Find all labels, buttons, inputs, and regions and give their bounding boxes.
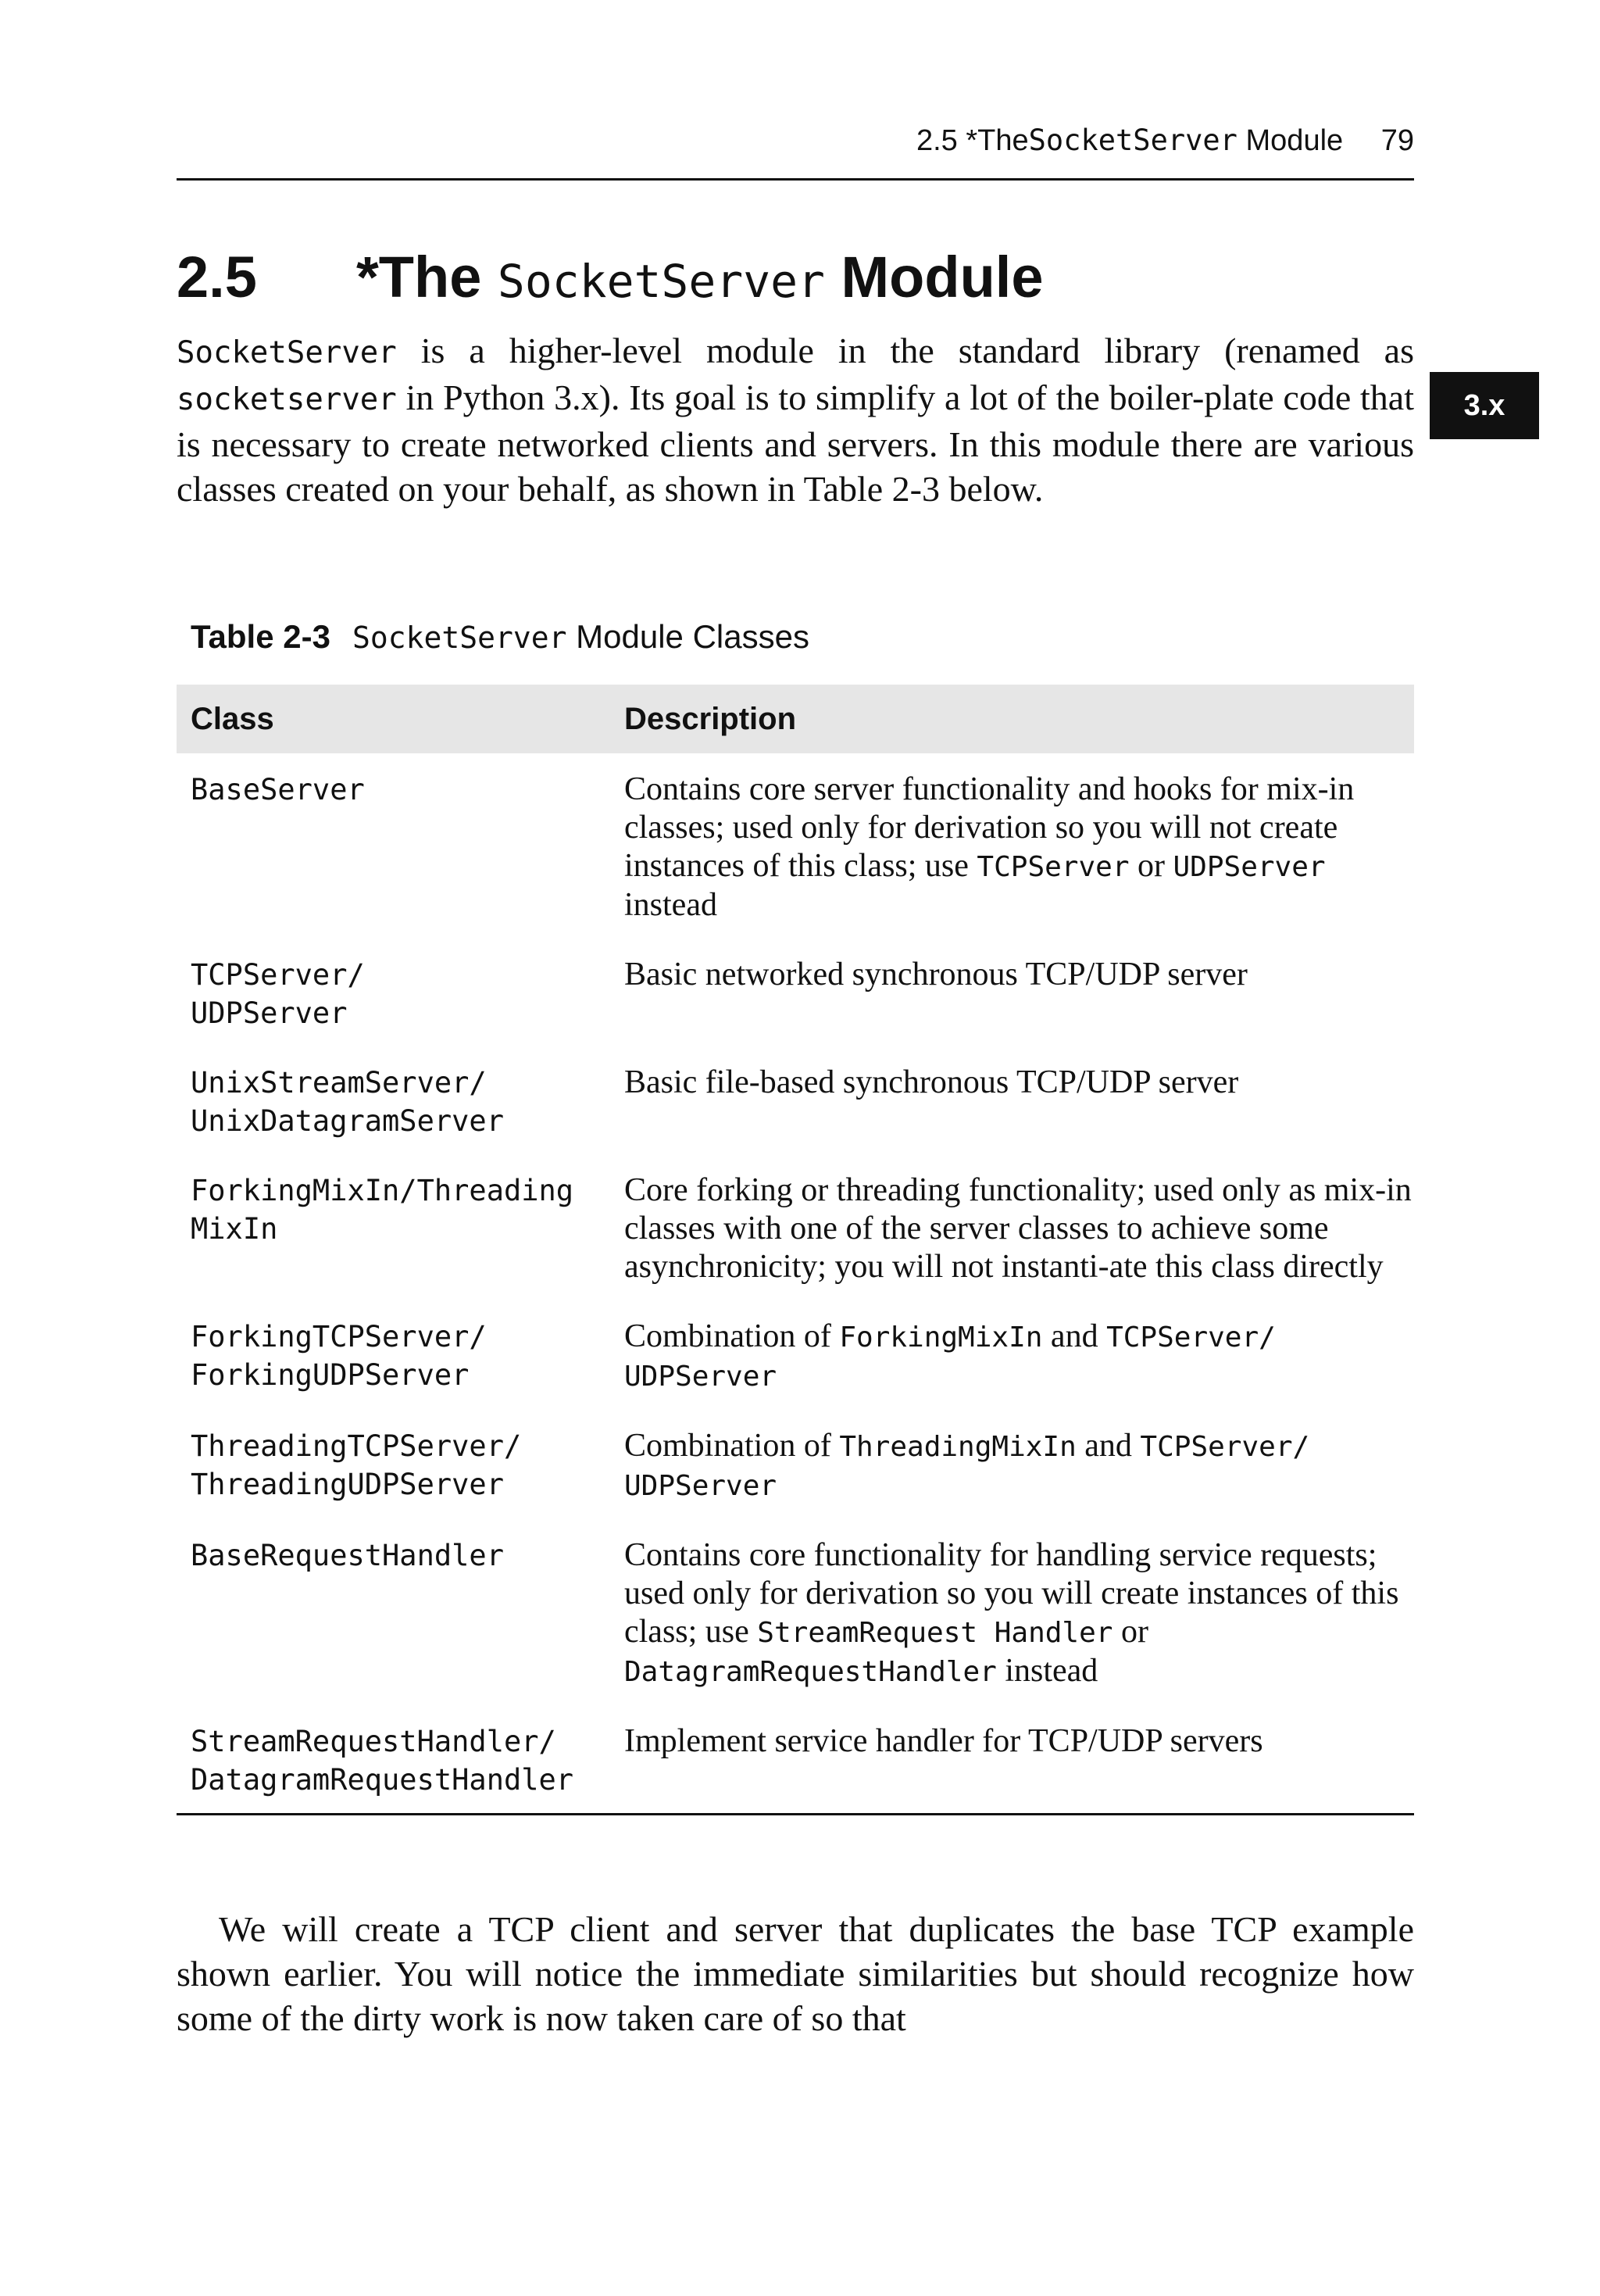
- inline-code: TCPServer: [977, 851, 1130, 883]
- description-cell: [610, 1171, 1414, 1318]
- class-name-cell: UnixStreamServer/ UnixDatagramServer: [191, 1066, 504, 1138]
- table-row: [177, 956, 1414, 1064]
- inline-code: ForkingMixIn: [839, 1321, 1043, 1354]
- running-header-module-name: SocketServer: [1028, 123, 1238, 157]
- description-text: Core forking or threading functionality; used only as mix-in classes with one of the server classes to achieve some asynchronicity; you will not instanti-ate this class directly: [624, 1172, 1412, 1285]
- running-header: [177, 117, 1414, 164]
- chapter-thumb-tab: 3.x: [1430, 372, 1539, 439]
- table-caption: [191, 613, 1362, 661]
- description-cell: [610, 1536, 1414, 1722]
- table-row: [177, 1064, 1414, 1171]
- class-name-cell: TCPServer/ UDPServer: [191, 958, 365, 1030]
- classes-table: [177, 685, 1414, 1815]
- description-cell: [610, 1427, 1414, 1536]
- inline-code: socketserver: [177, 382, 397, 417]
- section-heading: [177, 234, 1414, 324]
- intro-paragraph: [177, 328, 1414, 511]
- paragraph-text: is a higher-level module in the standard library (renamed as: [396, 331, 1414, 370]
- class-name-cell: StreamRequestHandler/ DatagramRequestHandler: [191, 1725, 574, 1797]
- description-cell: [610, 956, 1414, 1064]
- description-text: Combination of: [624, 1318, 840, 1354]
- section-number: 2.5: [177, 245, 257, 309]
- inline-code: ThreadingMixIn: [839, 1431, 1077, 1463]
- inline-code: UDPServer: [1173, 851, 1326, 883]
- class-name-cell: BaseServer: [191, 773, 365, 806]
- table-row: [177, 1318, 1414, 1427]
- table-row: [177, 753, 1414, 956]
- closing-paragraph: We will create a TCP client and server that duplicates the base TCP example shown earlier. You will notice the immediate similarities but should recognize how some of the dirty work is now taken care of so that: [177, 1909, 1414, 2038]
- description-text: Contains core functionality for handling service requests; used only for derivation so you will create instances of this class; use: [624, 1537, 1399, 1650]
- description-cell: [610, 1722, 1414, 1815]
- table-row: [177, 1427, 1414, 1536]
- class-name-cell: ThreadingTCPServer/ ThreadingUDPServer: [191, 1429, 522, 1501]
- description-text: Combination of: [624, 1428, 840, 1464]
- description-cell: [610, 1064, 1414, 1171]
- description-text: or: [1112, 1614, 1148, 1650]
- inline-code: StreamRequest Handler: [757, 1617, 1113, 1649]
- description-text: or: [1129, 848, 1173, 884]
- table-header-row: [177, 685, 1414, 753]
- classes-table-container: [177, 685, 1414, 1815]
- description-cell: [610, 753, 1414, 956]
- class-name-cell: ForkingMixIn/Threading MixIn: [191, 1174, 574, 1246]
- running-header-suffix: Module: [1245, 124, 1344, 157]
- column-header-class: Class: [177, 685, 610, 753]
- class-name-cell: BaseRequestHandler: [191, 1539, 504, 1572]
- section-heading-module-name: SocketServer: [497, 255, 825, 308]
- description-text: instead: [996, 1653, 1098, 1689]
- description-text: and: [1042, 1318, 1107, 1354]
- page-number: 79: [1380, 124, 1414, 157]
- inline-code: DatagramRequestHandler: [624, 1656, 997, 1688]
- table-caption-code: SocketServer: [352, 620, 567, 655]
- inline-code: TCPServer/ UDPServer: [624, 1321, 1276, 1393]
- table-row: [177, 1171, 1414, 1318]
- inline-code: TCPServer/ UDPServer: [624, 1431, 1310, 1502]
- running-header-section: 2.5: [916, 124, 958, 157]
- table-caption-label: Table 2-3: [191, 618, 330, 655]
- description-text: and: [1076, 1428, 1141, 1464]
- description-text: Contains core server functionality and hooks for mix-in classes; used only for derivation so you will not create instances of this class; use: [624, 771, 1355, 884]
- paragraph-text: in Python 3.x). Its goal is to simplify a lot of the boiler-plate code that is necessary to create networked clients and servers. In this module there are various classes created on your behalf, as shown in Table 2-3 below.: [177, 377, 1414, 509]
- table-caption-text: Module Classes: [566, 618, 809, 655]
- description-text: Basic networked synchronous TCP/UDP server: [624, 957, 1248, 992]
- description-cell: [610, 1318, 1414, 1427]
- column-header-description: Description: [610, 685, 1414, 753]
- running-header-prefix: *The: [966, 124, 1029, 157]
- section-heading-prefix: *The: [356, 245, 482, 309]
- table-row: [177, 1722, 1414, 1815]
- description-text: Implement service handler for TCP/UDP servers: [624, 1723, 1263, 1759]
- header-rule: [177, 178, 1414, 181]
- inline-code: SocketServer: [177, 335, 397, 370]
- description-text: instead: [624, 887, 717, 923]
- table-row: [177, 1536, 1414, 1722]
- table-body: [177, 753, 1414, 1815]
- class-name-cell: ForkingTCPServer/ ForkingUDPServer: [191, 1320, 487, 1392]
- description-text: Basic file-based synchronous TCP/UDP server: [624, 1064, 1239, 1100]
- section-heading-suffix: Module: [841, 245, 1044, 309]
